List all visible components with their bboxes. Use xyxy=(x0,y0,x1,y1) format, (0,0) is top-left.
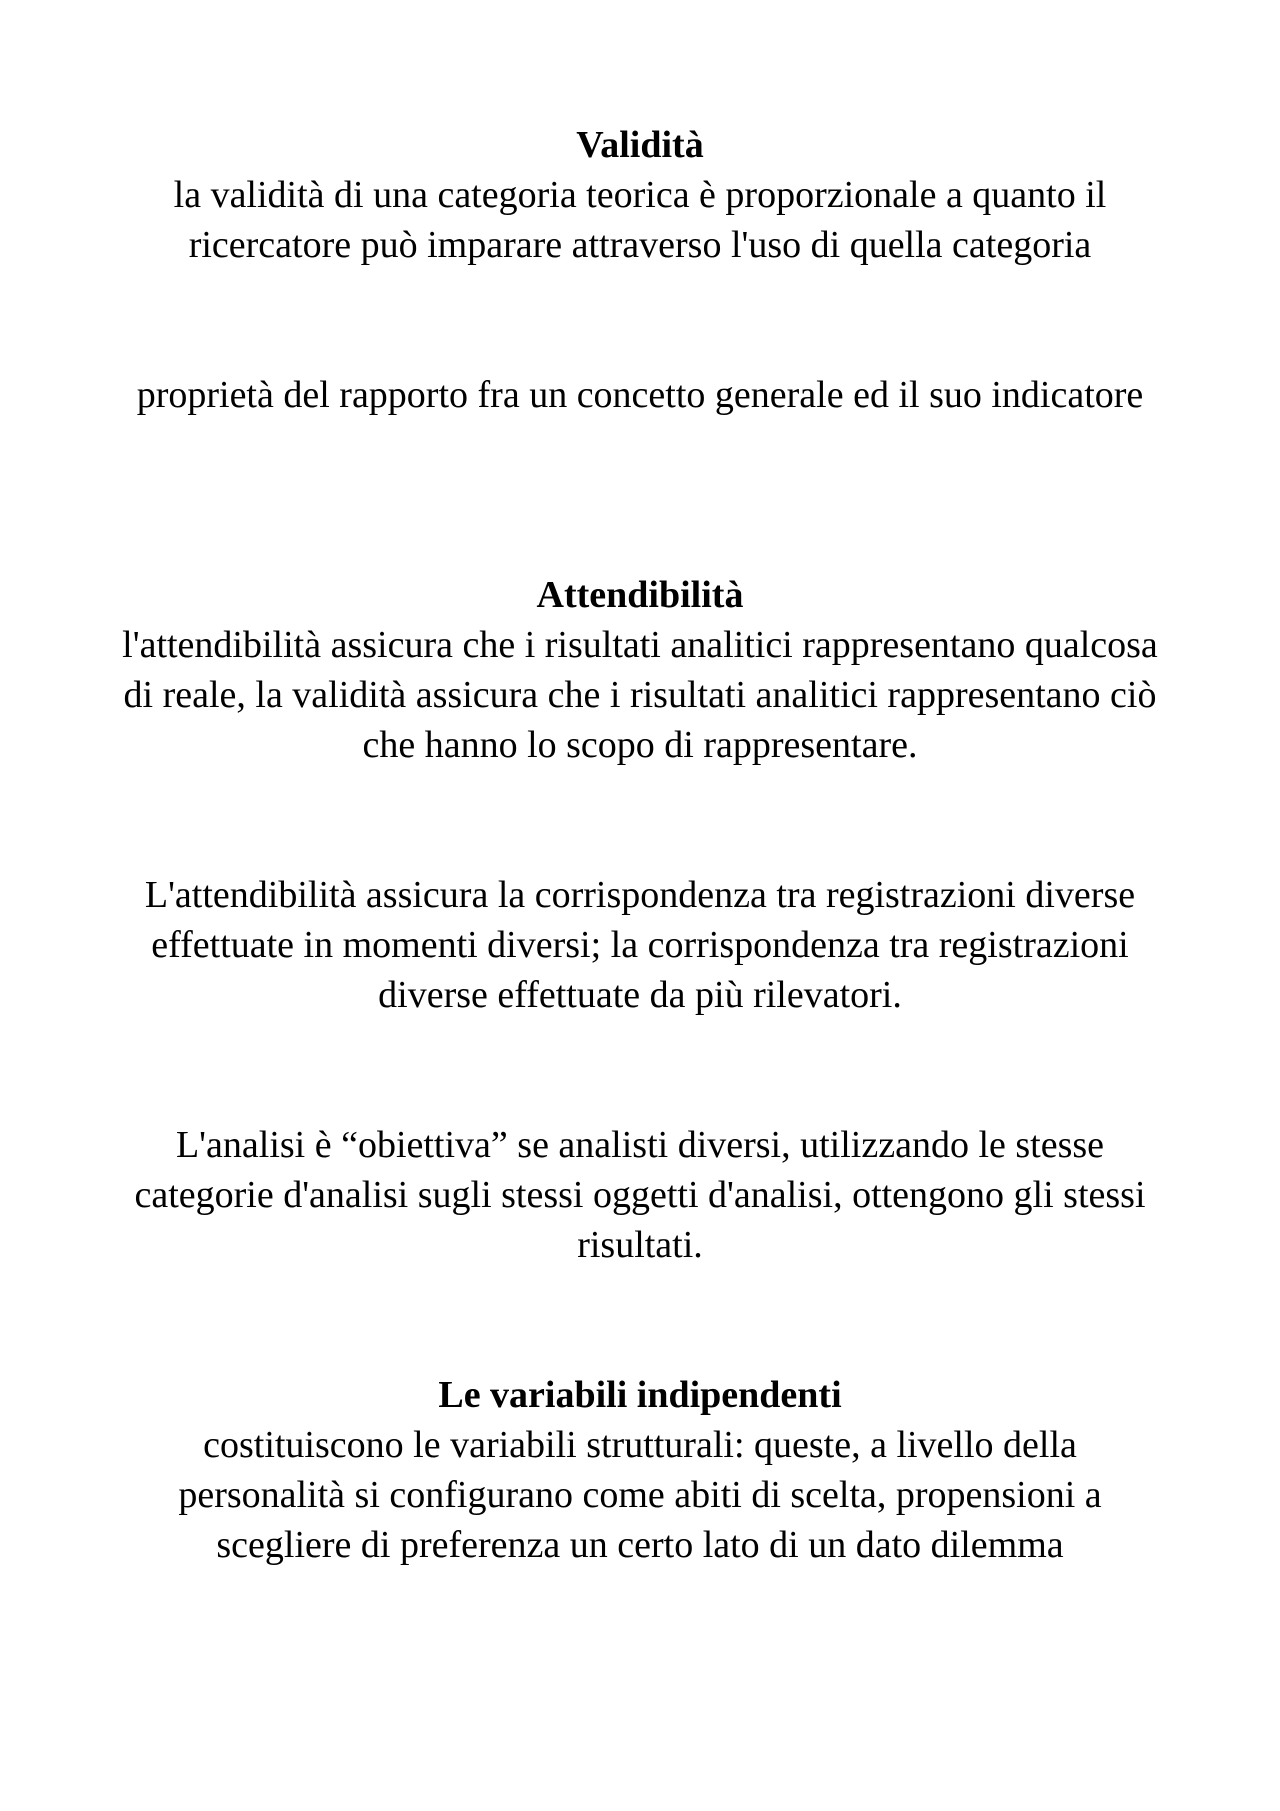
section-title-validita: Validità xyxy=(576,124,704,166)
paragraph-text: L'attendibilità assicura la corrispondenza tra registrazioni diverse effettuate in momenti diversi; la corrispondenza tra registrazioni diverse effettuate da più rilevatori. xyxy=(144,874,1136,1016)
paragraph-text: L'analisi è “obiettiva” se analisti diversi, utilizzando le stesse categorie d'analisi sugli stessi oggetti d'analisi, ottengono gli stessi risultati. xyxy=(134,1124,1146,1266)
section-title-variabili: Le variabili indipendenti xyxy=(438,1374,842,1416)
paragraph-attendibilita-note2 xyxy=(120,1120,1160,1270)
document-page xyxy=(120,120,1160,1570)
paragraph-text: proprietà del rapporto fra un concetto generale ed il suo indicatore xyxy=(136,374,1144,416)
section-validita xyxy=(120,120,1160,270)
section-definition-variabili: costituiscono le variabili strutturali: queste, a livello della personalità si configurano come abiti di scelta, propensioni a scegliere di preferenza un certo lato di un dato dilemma xyxy=(178,1424,1102,1566)
section-attendibilita xyxy=(120,570,1160,770)
paragraph-attendibilita-note1 xyxy=(120,870,1160,1020)
paragraph-validita-note xyxy=(120,370,1160,420)
section-definition-attendibilita: l'attendibilità assicura che i risultati analitici rappresentano qualcosa di reale, la validità assicura che i risultati analitici rappresentano ciò che hanno lo scopo di rappresentare. xyxy=(122,624,1158,766)
section-definition-validita: la validità di una categoria teorica è proporzionale a quanto il ricercatore può imparare attraverso l'uso di quella categoria xyxy=(173,174,1107,266)
section-title-attendibilita: Attendibilità xyxy=(536,574,744,616)
section-variabili xyxy=(120,1370,1160,1570)
